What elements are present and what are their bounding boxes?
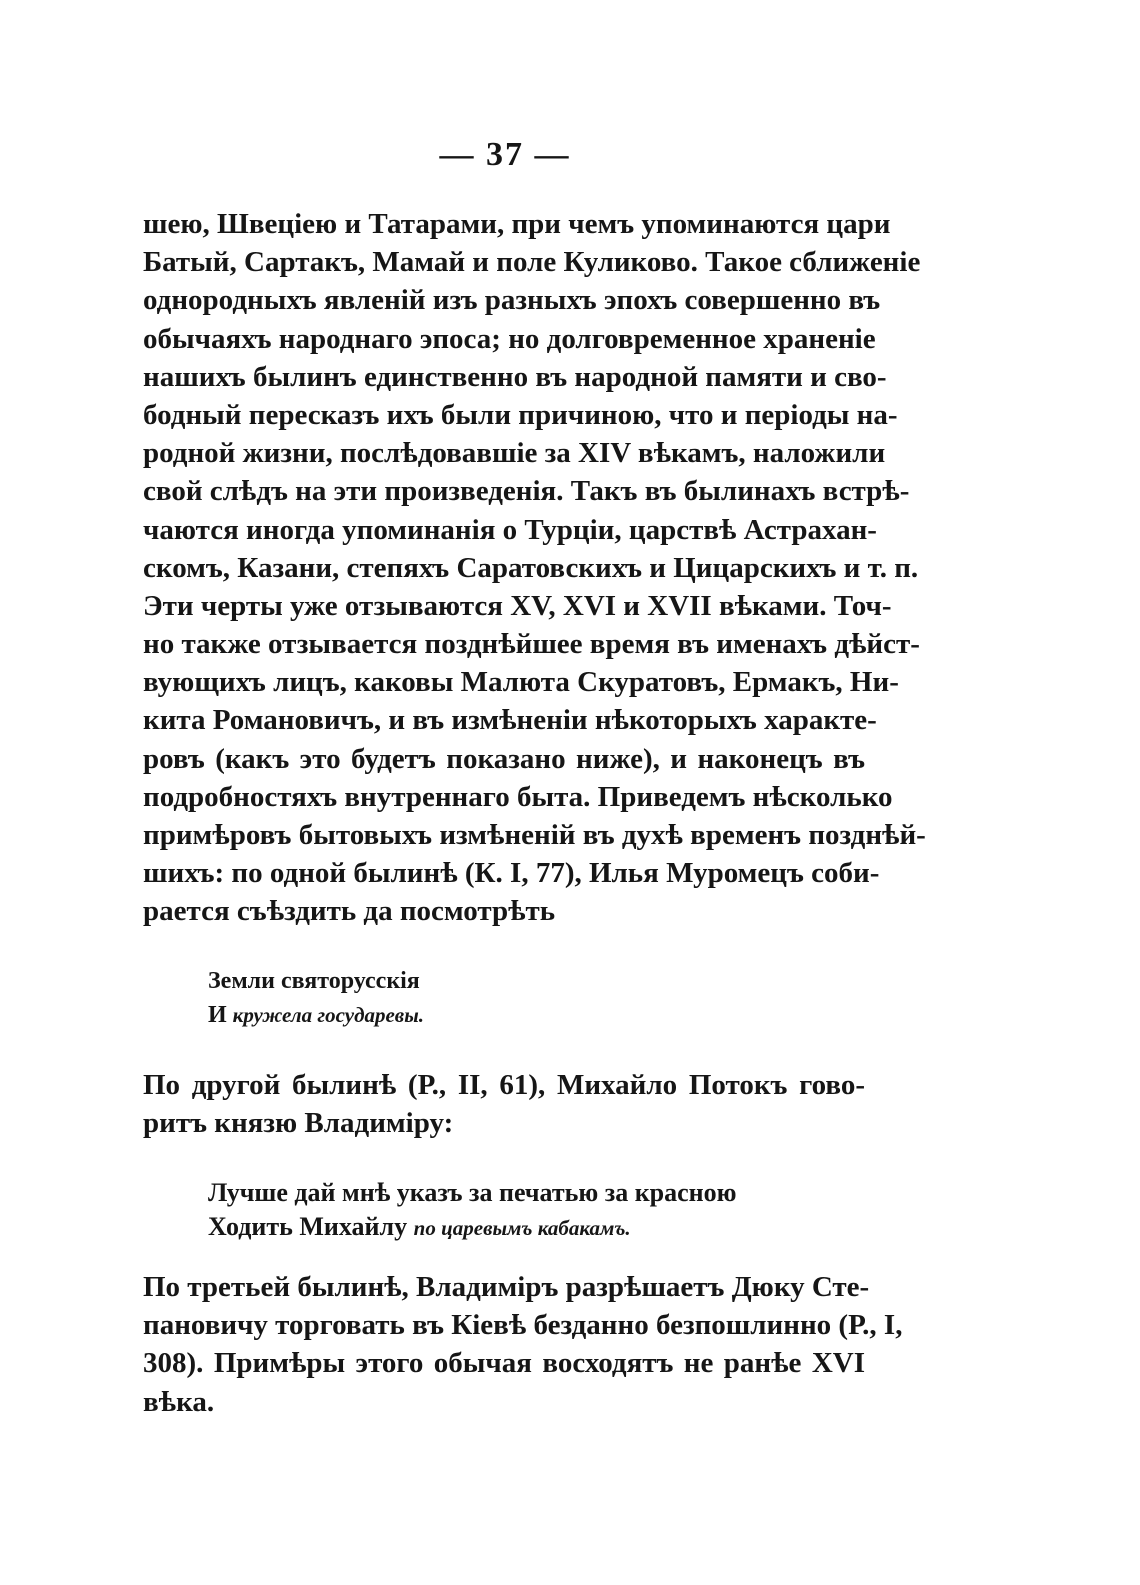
text-line: пановичу торговать въ Кіевѣ безданно безпошлинно (Р., I, <box>143 1309 903 1342</box>
text-line: 308). Примѣры этого обычая восходятъ не ранѣе XVI <box>143 1347 865 1380</box>
verse-line: Земли святорусскія <box>208 968 420 994</box>
text-line: скомъ, Казани, степяхъ Саратовскихъ и Цицарскихъ и т. п. <box>143 551 919 584</box>
text-line: вующихъ лицъ, каковы Малюта Скуратовъ, Ермакъ, Ни- <box>143 666 899 699</box>
verse-quote-1 <box>208 964 424 1032</box>
text-line: родной жизни, послѣдовавшіе за XIV вѣкамъ, наложили <box>143 437 886 470</box>
text-line: чаются иногда упоминанія о Турціи, царствѣ Астрахан- <box>143 513 877 546</box>
verse-italic: по царевымъ кабакамъ. <box>413 1216 631 1240</box>
text-line: рается съѣздить да посмотрѣть <box>143 895 556 928</box>
text-line: нашихъ былинъ единственно въ народной памяти и сво- <box>143 360 887 393</box>
text-line: По другой былинѣ (Р., II, 61), Михайло Потокъ гово- <box>143 1069 865 1101</box>
text-line: бодный пересказъ ихъ были причиною, что и періоды на- <box>143 398 898 431</box>
text-line: вѣка. <box>143 1385 215 1418</box>
verse-words: Ходить Михайлу <box>208 1212 408 1241</box>
text-line: ритъ князю Владиміру: <box>143 1107 454 1140</box>
text-line: примѣровъ бытовыхъ измѣненій въ духѣ временъ позднѣй- <box>143 819 926 851</box>
verse-italic: кружела государевы. <box>232 1003 425 1027</box>
paragraph-3 <box>143 1268 903 1421</box>
verse-line: Лучше дай мнѣ указъ за печатью за красною <box>208 1178 737 1207</box>
text-line: Батый, Сартакъ, Мамай и поле Куликово. Такое сближеніе <box>143 246 921 279</box>
text-line: свой слѣдъ на эти произведенія. Такъ въ былинахъ встрѣ- <box>143 475 910 508</box>
verse-line <box>208 1210 737 1244</box>
text-line: подробностяхъ внутреннаго быта. Приведемъ нѣсколько <box>143 780 893 813</box>
text-line: обычаяхъ народнаго эпоса; но долговременное храненіе <box>143 322 876 355</box>
text-line: Эти черты уже отзываются XV, XVI и XVII вѣками. Точ- <box>143 589 892 622</box>
text-line: кита Романовичъ, и въ измѣненіи нѣкоторыхъ характе- <box>143 704 877 737</box>
text-line: однородныхъ явленій изъ разныхъ эпохъ совершенно въ <box>143 284 881 317</box>
verse-word: И <box>208 1002 227 1028</box>
text-line: но также отзывается позднѣйшее время въ именахъ дѣйст- <box>143 628 920 661</box>
paragraph-2 <box>143 1066 865 1142</box>
paragraph-1 <box>143 205 926 931</box>
page-number: — 37 — <box>439 136 571 173</box>
text-line: По третьей былинѣ, Владиміръ разрѣшаетъ Дюку Сте- <box>143 1271 870 1303</box>
text-line: шихъ: по одной былинѣ (К. I, 77), Илья Муромецъ соби- <box>143 857 880 890</box>
verse-quote-2 <box>208 1176 737 1244</box>
verse-line <box>208 998 424 1032</box>
text-line: ровъ (какъ это будетъ показано ниже), и наконецъ въ <box>143 742 865 775</box>
text-line: шею, Швеціею и Татарами, при чемъ упоминаются цари <box>143 208 891 240</box>
